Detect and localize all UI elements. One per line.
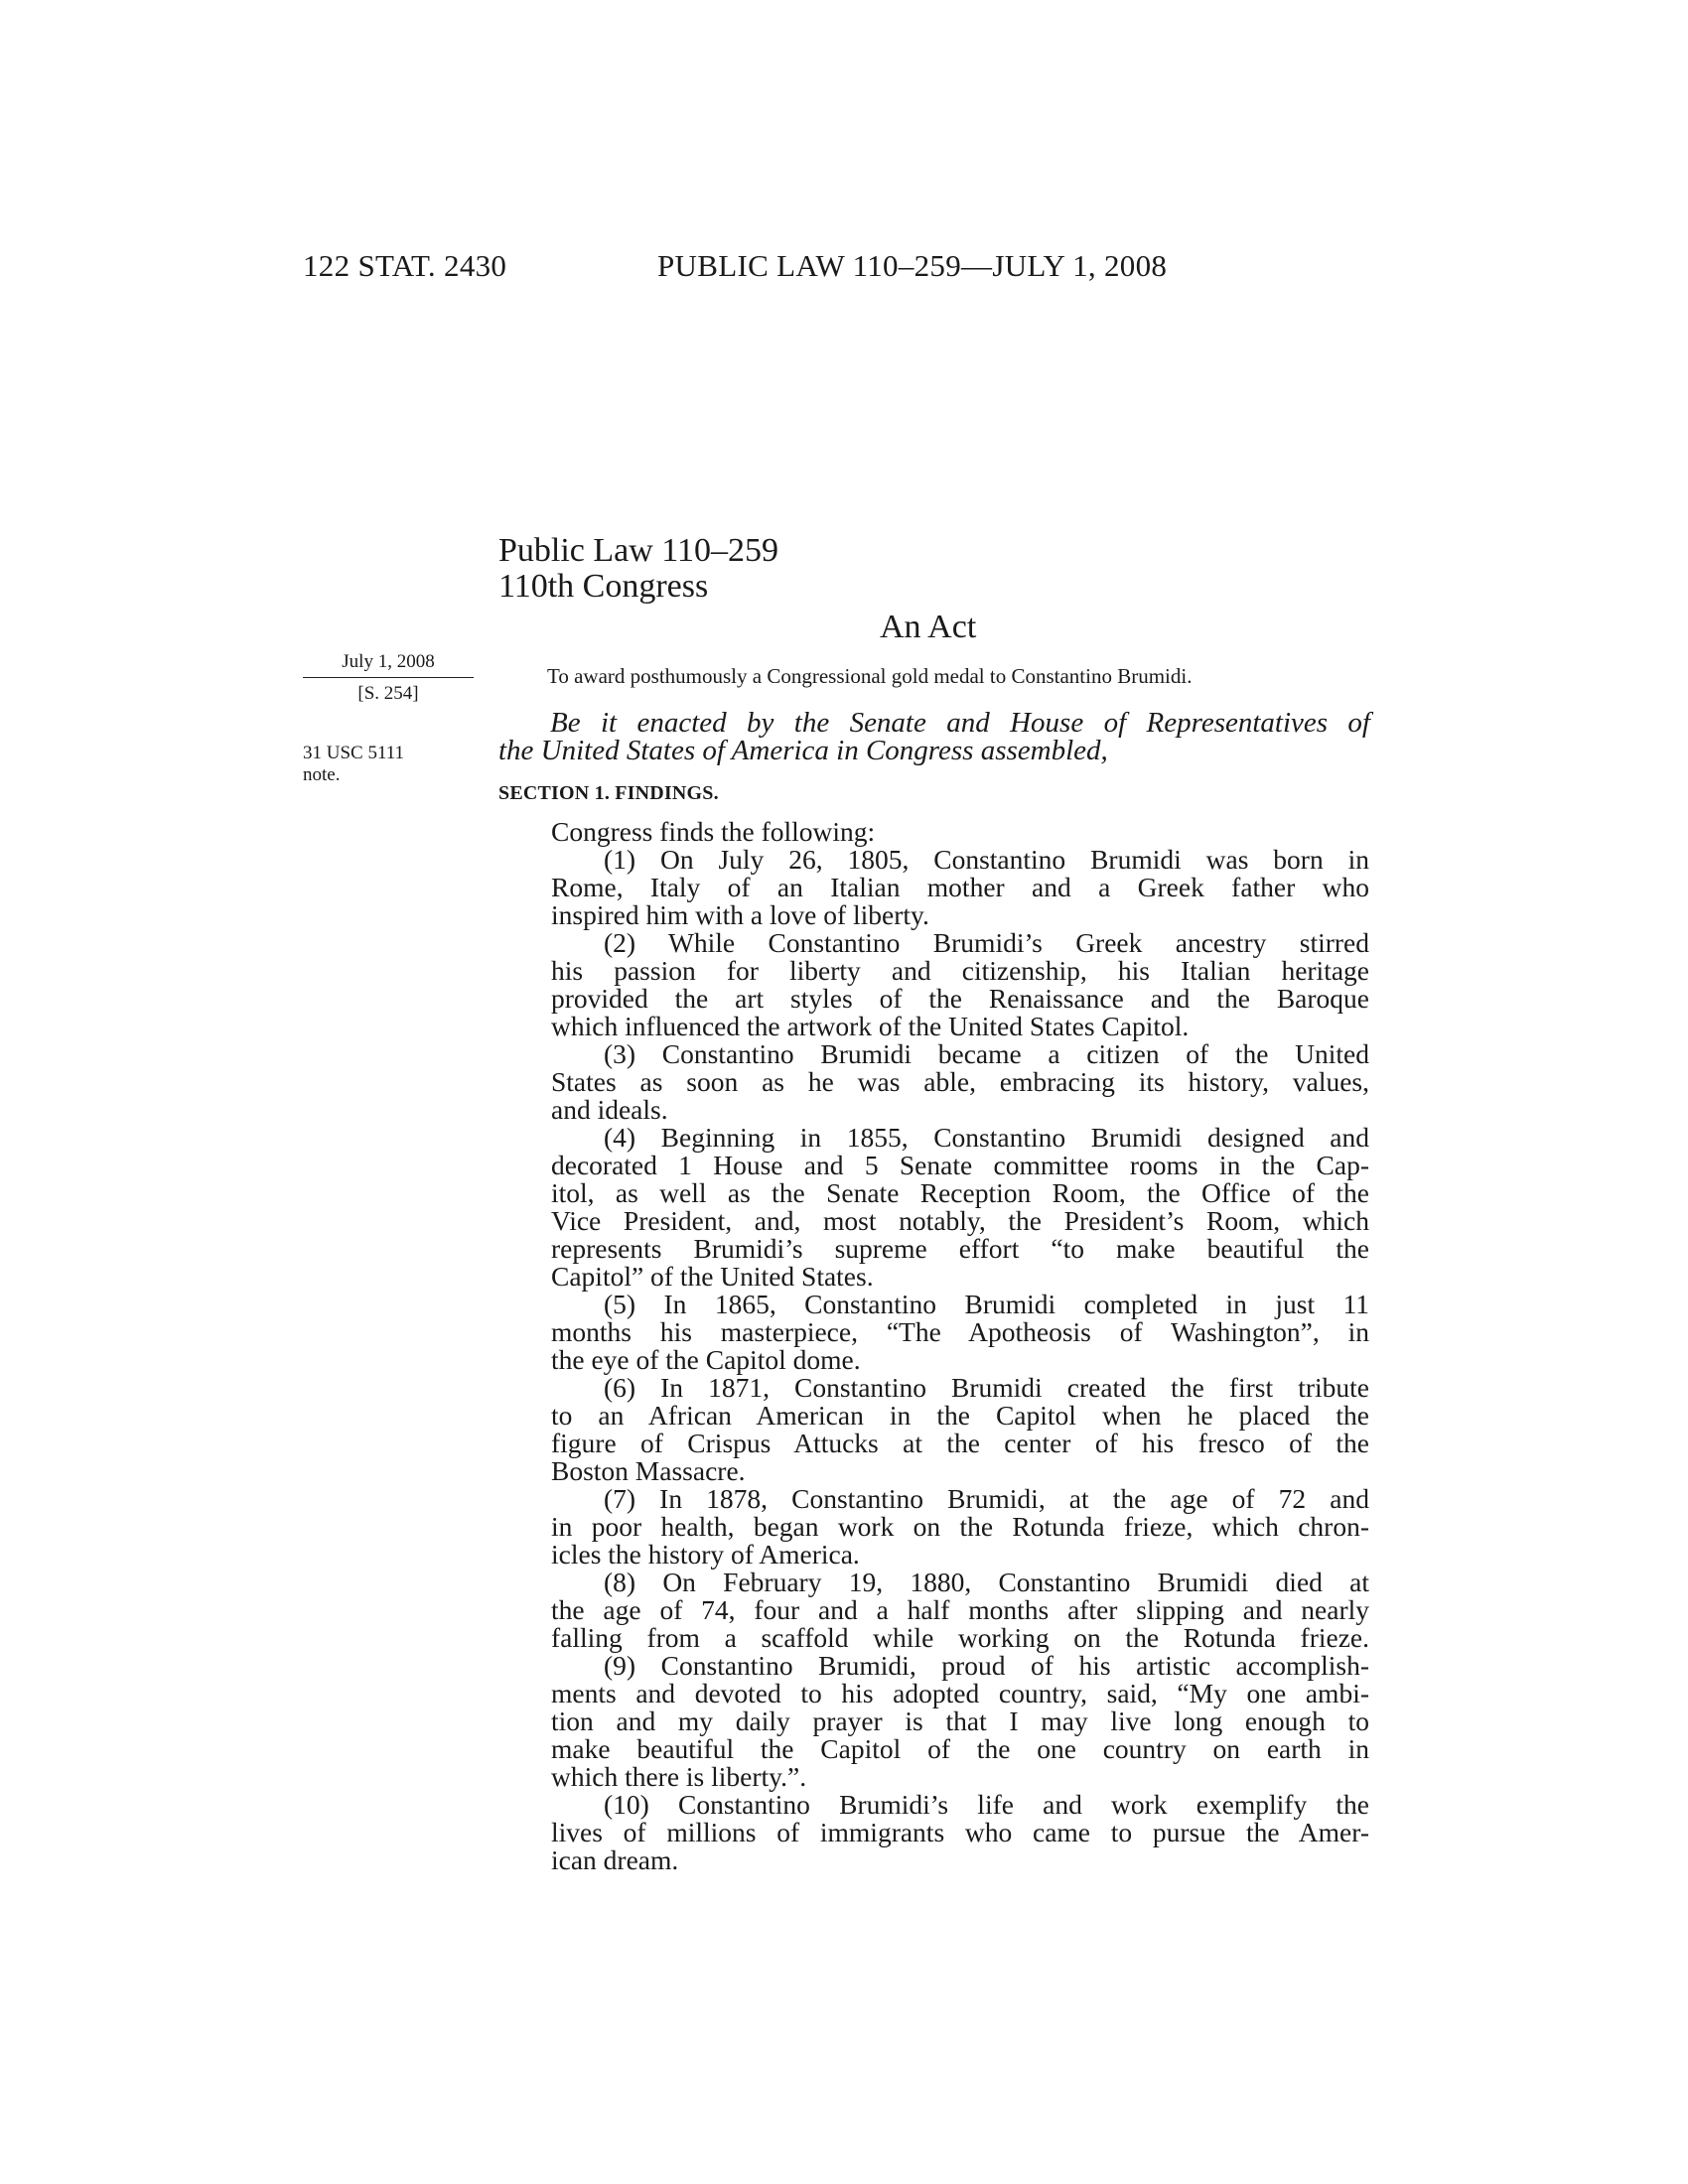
finding-line: which influenced the artwork of the United States Capitol. <box>551 1011 1190 1041</box>
usc-note-label: note. <box>303 764 341 785</box>
finding-paragraph <box>551 1569 1369 1652</box>
finding-line: figure of Crispus Attucks at the center of his fresco of the <box>551 1428 1369 1458</box>
finding-line: lives of millions of immigrants who came to pursue the Amer- <box>551 1817 1369 1847</box>
enactment-date: July 1, 2008 <box>342 651 435 672</box>
finding-line: (10) Constantino Brumidi’s life and work exemplify the <box>604 1789 1369 1820</box>
finding-line: which there is liberty.”. <box>551 1761 807 1792</box>
statute-citation: 122 STAT. 2430 <box>303 248 507 283</box>
finding-line: the age of 74, four and a half months after slipping and nearly <box>551 1594 1369 1625</box>
finding-line: (4) Beginning in 1855, Constantino Brumidi designed and <box>604 1122 1369 1153</box>
finding-line: to an African American in the Capitol when he placed the <box>551 1400 1369 1431</box>
finding-line: and ideals. <box>551 1094 668 1125</box>
finding-paragraph <box>551 1652 1369 1791</box>
bill-number: [S. 254] <box>357 683 419 704</box>
finding-line: provided the art styles of the Renaissance and the Baroque <box>551 983 1369 1014</box>
finding-line: make beautiful the Capitol of the one country on earth in <box>551 1733 1369 1764</box>
margin-date-note <box>303 651 474 705</box>
public-law-number: Public Law 110–259 <box>498 532 779 569</box>
finding-line: (8) On February 19, 1880, Constantino Brumidi died at <box>604 1567 1369 1597</box>
margin-usc-note <box>303 743 432 786</box>
finding-paragraph <box>551 929 1369 1040</box>
finding-line: his passion for liberty and citizenship, his Italian heritage <box>551 955 1369 986</box>
finding-paragraph <box>551 1124 1369 1291</box>
finding-line: Boston Massacre. <box>551 1455 746 1486</box>
act-heading: An Act <box>880 609 977 645</box>
law-date-header: PUBLIC LAW 110–259—JULY 1, 2008 <box>657 248 1168 283</box>
finding-line: (7) In 1878, Constantino Brumidi, at the age of 72 and <box>604 1483 1369 1514</box>
finding-line: (9) Constantino Brumidi, proud of his artistic accomplish- <box>604 1650 1369 1681</box>
finding-line: (5) In 1865, Constantino Brumidi completed in just 11 <box>604 1289 1369 1319</box>
finding-line: ican dream. <box>551 1844 679 1875</box>
finding-line: decorated 1 House and 5 Senate committee rooms in the Cap- <box>551 1150 1369 1180</box>
finding-line: Capitol” of the United States. <box>551 1261 874 1292</box>
finding-line: Rome, Italy of an Italian mother and a Greek father who <box>551 872 1369 902</box>
finding-line: inspired him with a love of liberty. <box>551 899 929 930</box>
congress-number: 110th Congress <box>498 568 709 605</box>
finding-line: Vice President, and, most notably, the President’s Room, which <box>551 1205 1369 1236</box>
enacting-line: Be it enacted by the Senate and House of Representatives of <box>550 707 1370 739</box>
finding-line: represents Brumidi’s supreme effort “to make beautiful the <box>551 1233 1369 1264</box>
finding-line: (2) While Constantino Brumidi’s Greek ancestry stirred <box>604 927 1369 958</box>
enacting-line: the United States of America in Congress assembled, <box>498 735 1108 766</box>
finding-line: (3) Constantino Brumidi became a citizen of the United <box>604 1038 1369 1069</box>
section-heading: SECTION 1. FINDINGS. <box>498 782 719 804</box>
finding-paragraph <box>551 1485 1369 1569</box>
finding-line: ments and devoted to his adopted country, said, “My one ambi- <box>551 1678 1369 1708</box>
findings-intro: Congress finds the following: <box>551 816 876 847</box>
finding-line: (6) In 1871, Constantino Brumidi created the first tribute <box>604 1372 1369 1403</box>
usc-citation: 31 USC 5111 <box>303 743 405 763</box>
finding-paragraph <box>551 846 1369 929</box>
finding-paragraph <box>551 1791 1369 1874</box>
finding-paragraph <box>551 1374 1369 1485</box>
finding-line: months his masterpiece, “The Apotheosis of Washington”, in <box>551 1316 1369 1347</box>
act-purpose: To award posthumously a Congressional gold medal to Constantino Brumidi. <box>547 664 1193 688</box>
finding-line: the eye of the Capitol dome. <box>551 1344 861 1375</box>
margin-divider <box>303 677 474 678</box>
finding-line: States as soon as he was able, embracing its history, values, <box>551 1066 1369 1097</box>
law-title-block <box>498 533 778 605</box>
finding-line: falling from a scaffold while working on the Rotunda frieze. <box>551 1622 1369 1653</box>
enacting-clause <box>498 709 1370 764</box>
finding-paragraph <box>551 1040 1369 1124</box>
finding-line: itol, as well as the Senate Reception Room, the Office of the <box>551 1177 1369 1208</box>
finding-line: icles the history of America. <box>551 1539 860 1570</box>
finding-paragraph <box>551 1291 1369 1374</box>
finding-line: in poor health, began work on the Rotunda frieze, which chron- <box>551 1511 1369 1542</box>
finding-line: tion and my daily prayer is that I may live long enough to <box>551 1706 1369 1736</box>
findings-list <box>551 818 1369 1874</box>
finding-line: (1) On July 26, 1805, Constantino Brumidi was born in <box>604 844 1369 875</box>
